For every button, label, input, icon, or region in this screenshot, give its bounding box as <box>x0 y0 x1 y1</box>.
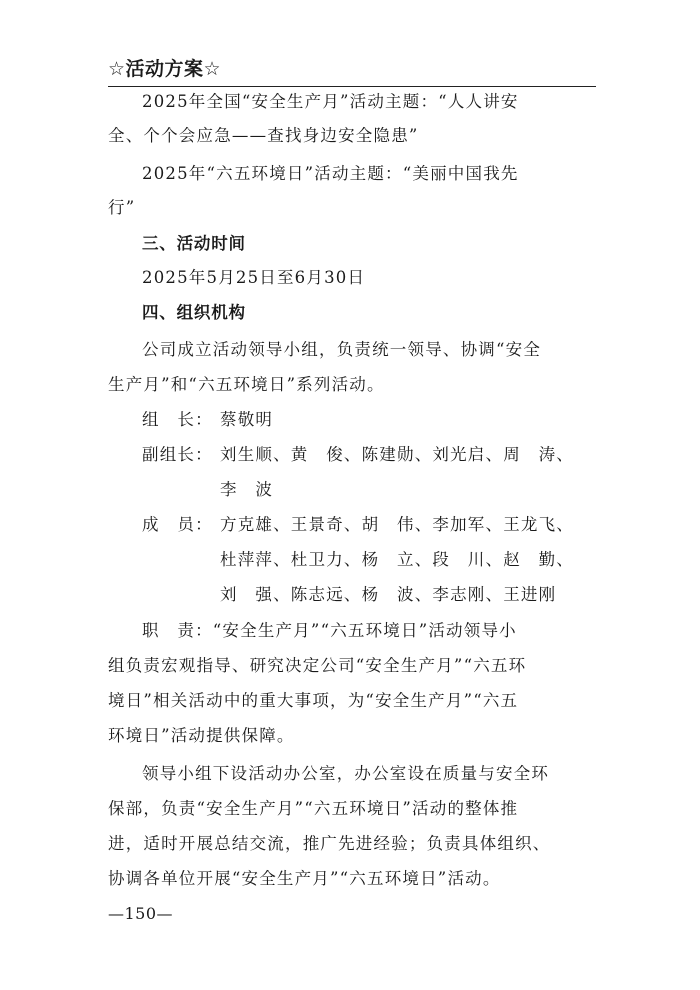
section-4-heading: 四、组织机构 <box>142 303 246 322</box>
org-line-1: 公司成立活动领导小组，负责统一领导、协调“安全 <box>142 340 542 359</box>
members-row <box>142 511 574 535</box>
section-3-heading: 三、活动时间 <box>142 234 246 253</box>
members-line-3: 刘 强、陈志远、杨 波、李志刚、王进刚 <box>220 585 557 604</box>
members-line-2: 杜萍萍、杜卫力、杨 立、段 川、赵 勤、 <box>220 550 574 569</box>
leader-name: 蔡敬明 <box>220 410 274 429</box>
org-line-2: 生产月”和“六五环境日”系列活动。 <box>108 375 385 394</box>
leader-label: 组 长： <box>142 410 213 429</box>
members-label: 成 员： <box>142 515 213 534</box>
theme1-line-1: 2025年全国“安全生产月”活动主题：“人人讲安 <box>142 92 519 111</box>
header-title: ☆活动方案☆ <box>108 58 222 80</box>
deputy-label: 副组长： <box>142 445 213 464</box>
office-line-1: 领导小组下设活动办公室，办公室设在质量与安全环 <box>142 764 550 783</box>
section-3-date-range: 2025年5月25日至6月30日 <box>142 268 366 287</box>
office-line-3: 进，适时开展总结交流，推广先进经验；负责具体组织、 <box>108 834 551 853</box>
page-header <box>108 52 596 87</box>
duty-line-4: 环境日”活动提供保障。 <box>108 726 295 745</box>
page-number: —150— <box>108 904 174 923</box>
office-line-4: 协调各单位开展“安全生产月”“六五环境日”活动。 <box>108 869 501 888</box>
leader-row <box>142 406 273 430</box>
members-line-1: 方克雄、王景奇、胡 伟、李加军、王龙飞、 <box>220 515 574 534</box>
deputy-names-line-1: 刘生顺、黄 俊、陈建勋、刘光启、周 涛、 <box>220 445 574 464</box>
duty-line-1: 职 责：“安全生产月”“六五环境日”活动领导小 <box>142 621 517 640</box>
theme1-line-2: 全、个个会应急——查找身边安全隐患” <box>108 126 419 145</box>
deputy-names-line-2: 李 波 <box>220 480 274 499</box>
duty-line-3: 境日”相关活动中的重大事项，为“安全生产月”“六五 <box>108 691 519 710</box>
deputy-row <box>142 441 574 465</box>
duty-line-2: 组负责宏观指导、研究决定公司“安全生产月”“六五环 <box>108 656 527 675</box>
theme2-line-1: 2025年“六五环境日”活动主题：“美丽中国我先 <box>142 164 519 183</box>
office-line-2: 保部，负责“安全生产月”“六五环境日”活动的整体推 <box>108 799 519 818</box>
theme2-line-2: 行” <box>108 198 136 217</box>
